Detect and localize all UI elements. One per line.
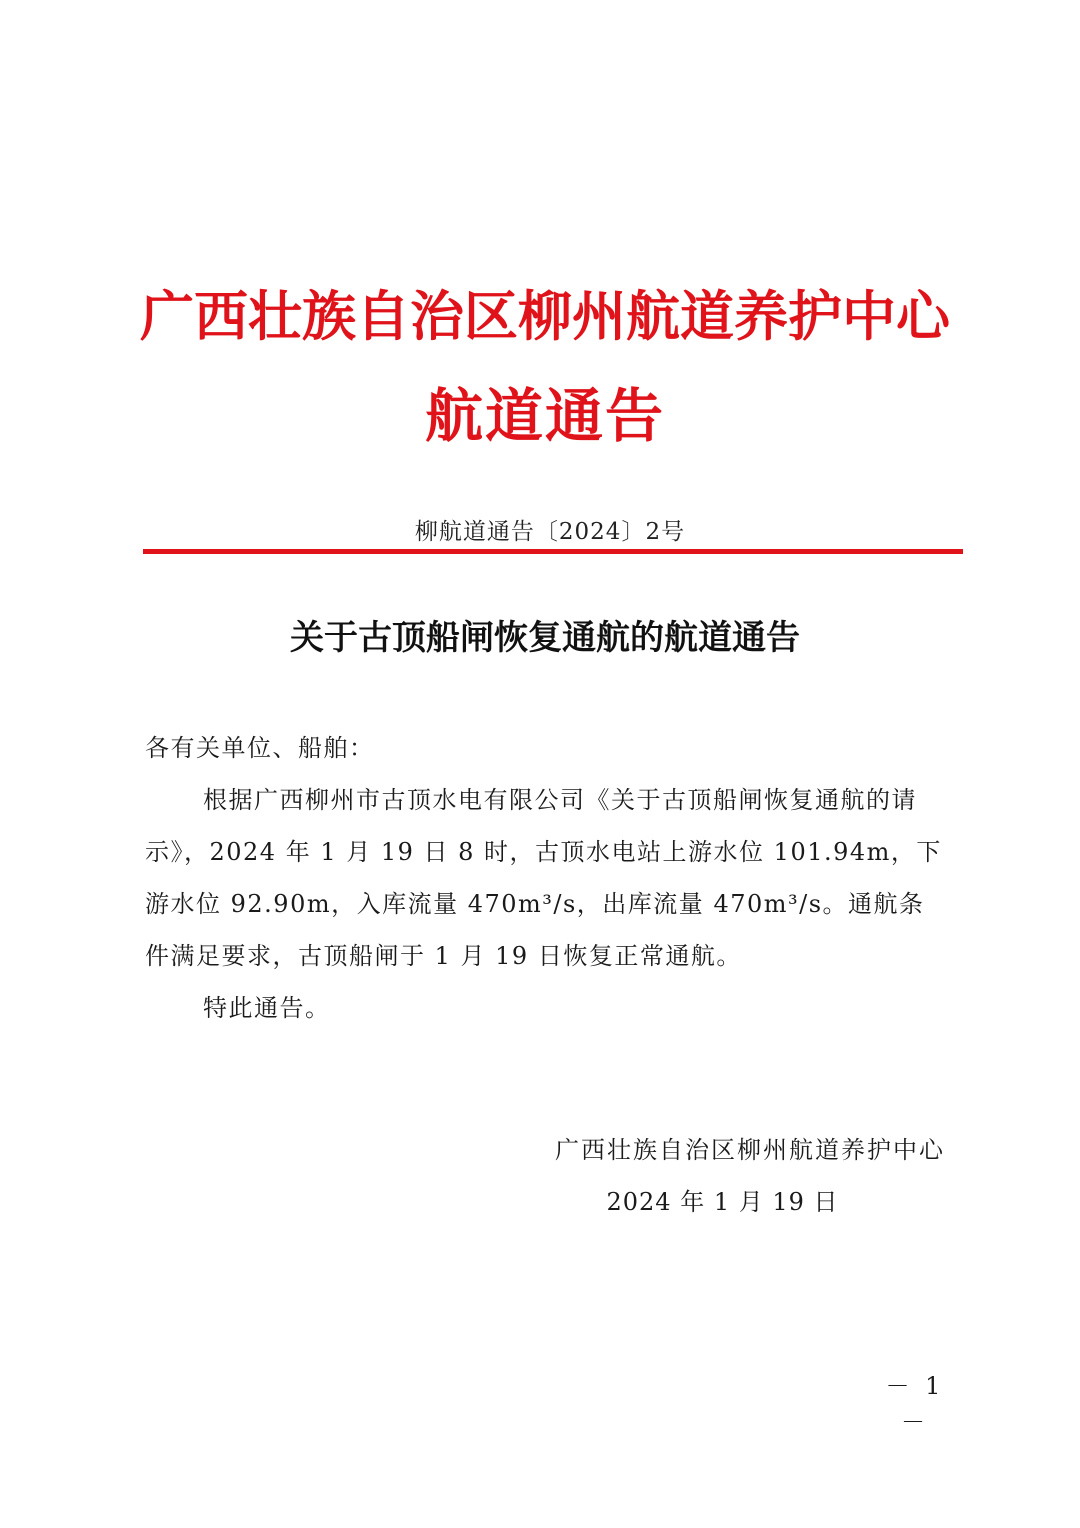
- page-number: － 1 －: [885, 1372, 945, 1436]
- body-paragraph-closing: 特此通告。: [203, 994, 331, 1022]
- salutation: 各有关单位、船舶：: [145, 734, 375, 762]
- signature-issuer: 广西壮族自治区柳州航道养护中心: [555, 1136, 945, 1164]
- notice-title: 关于古顶船闸恢复通航的航道通告: [290, 618, 800, 658]
- body-paragraph-main: 根据广西柳州市古顶水电有限公司《关于古顶船闸恢复通航的请示》，2024 年 1 月 19 日 8 时，古顶水电站上游水位 101.94m，下游水位 92.90m，入库流量 470m³/s，出库流量 470m³/s。通航条件满足要求，古顶船闸于 1 月 19 日恢复正常通航。: [145, 786, 942, 970]
- notice-body: [145, 722, 945, 1034]
- issuing-organization-header: 广西壮族自治区柳州航道养护中心: [140, 284, 950, 348]
- document-number: 柳航道通告〔2024〕2号: [414, 519, 686, 545]
- red-divider-line: [143, 549, 963, 554]
- document-type-header: 航道通告: [424, 382, 665, 450]
- signature-date: 2024 年 1 月 19 日: [606, 1188, 839, 1216]
